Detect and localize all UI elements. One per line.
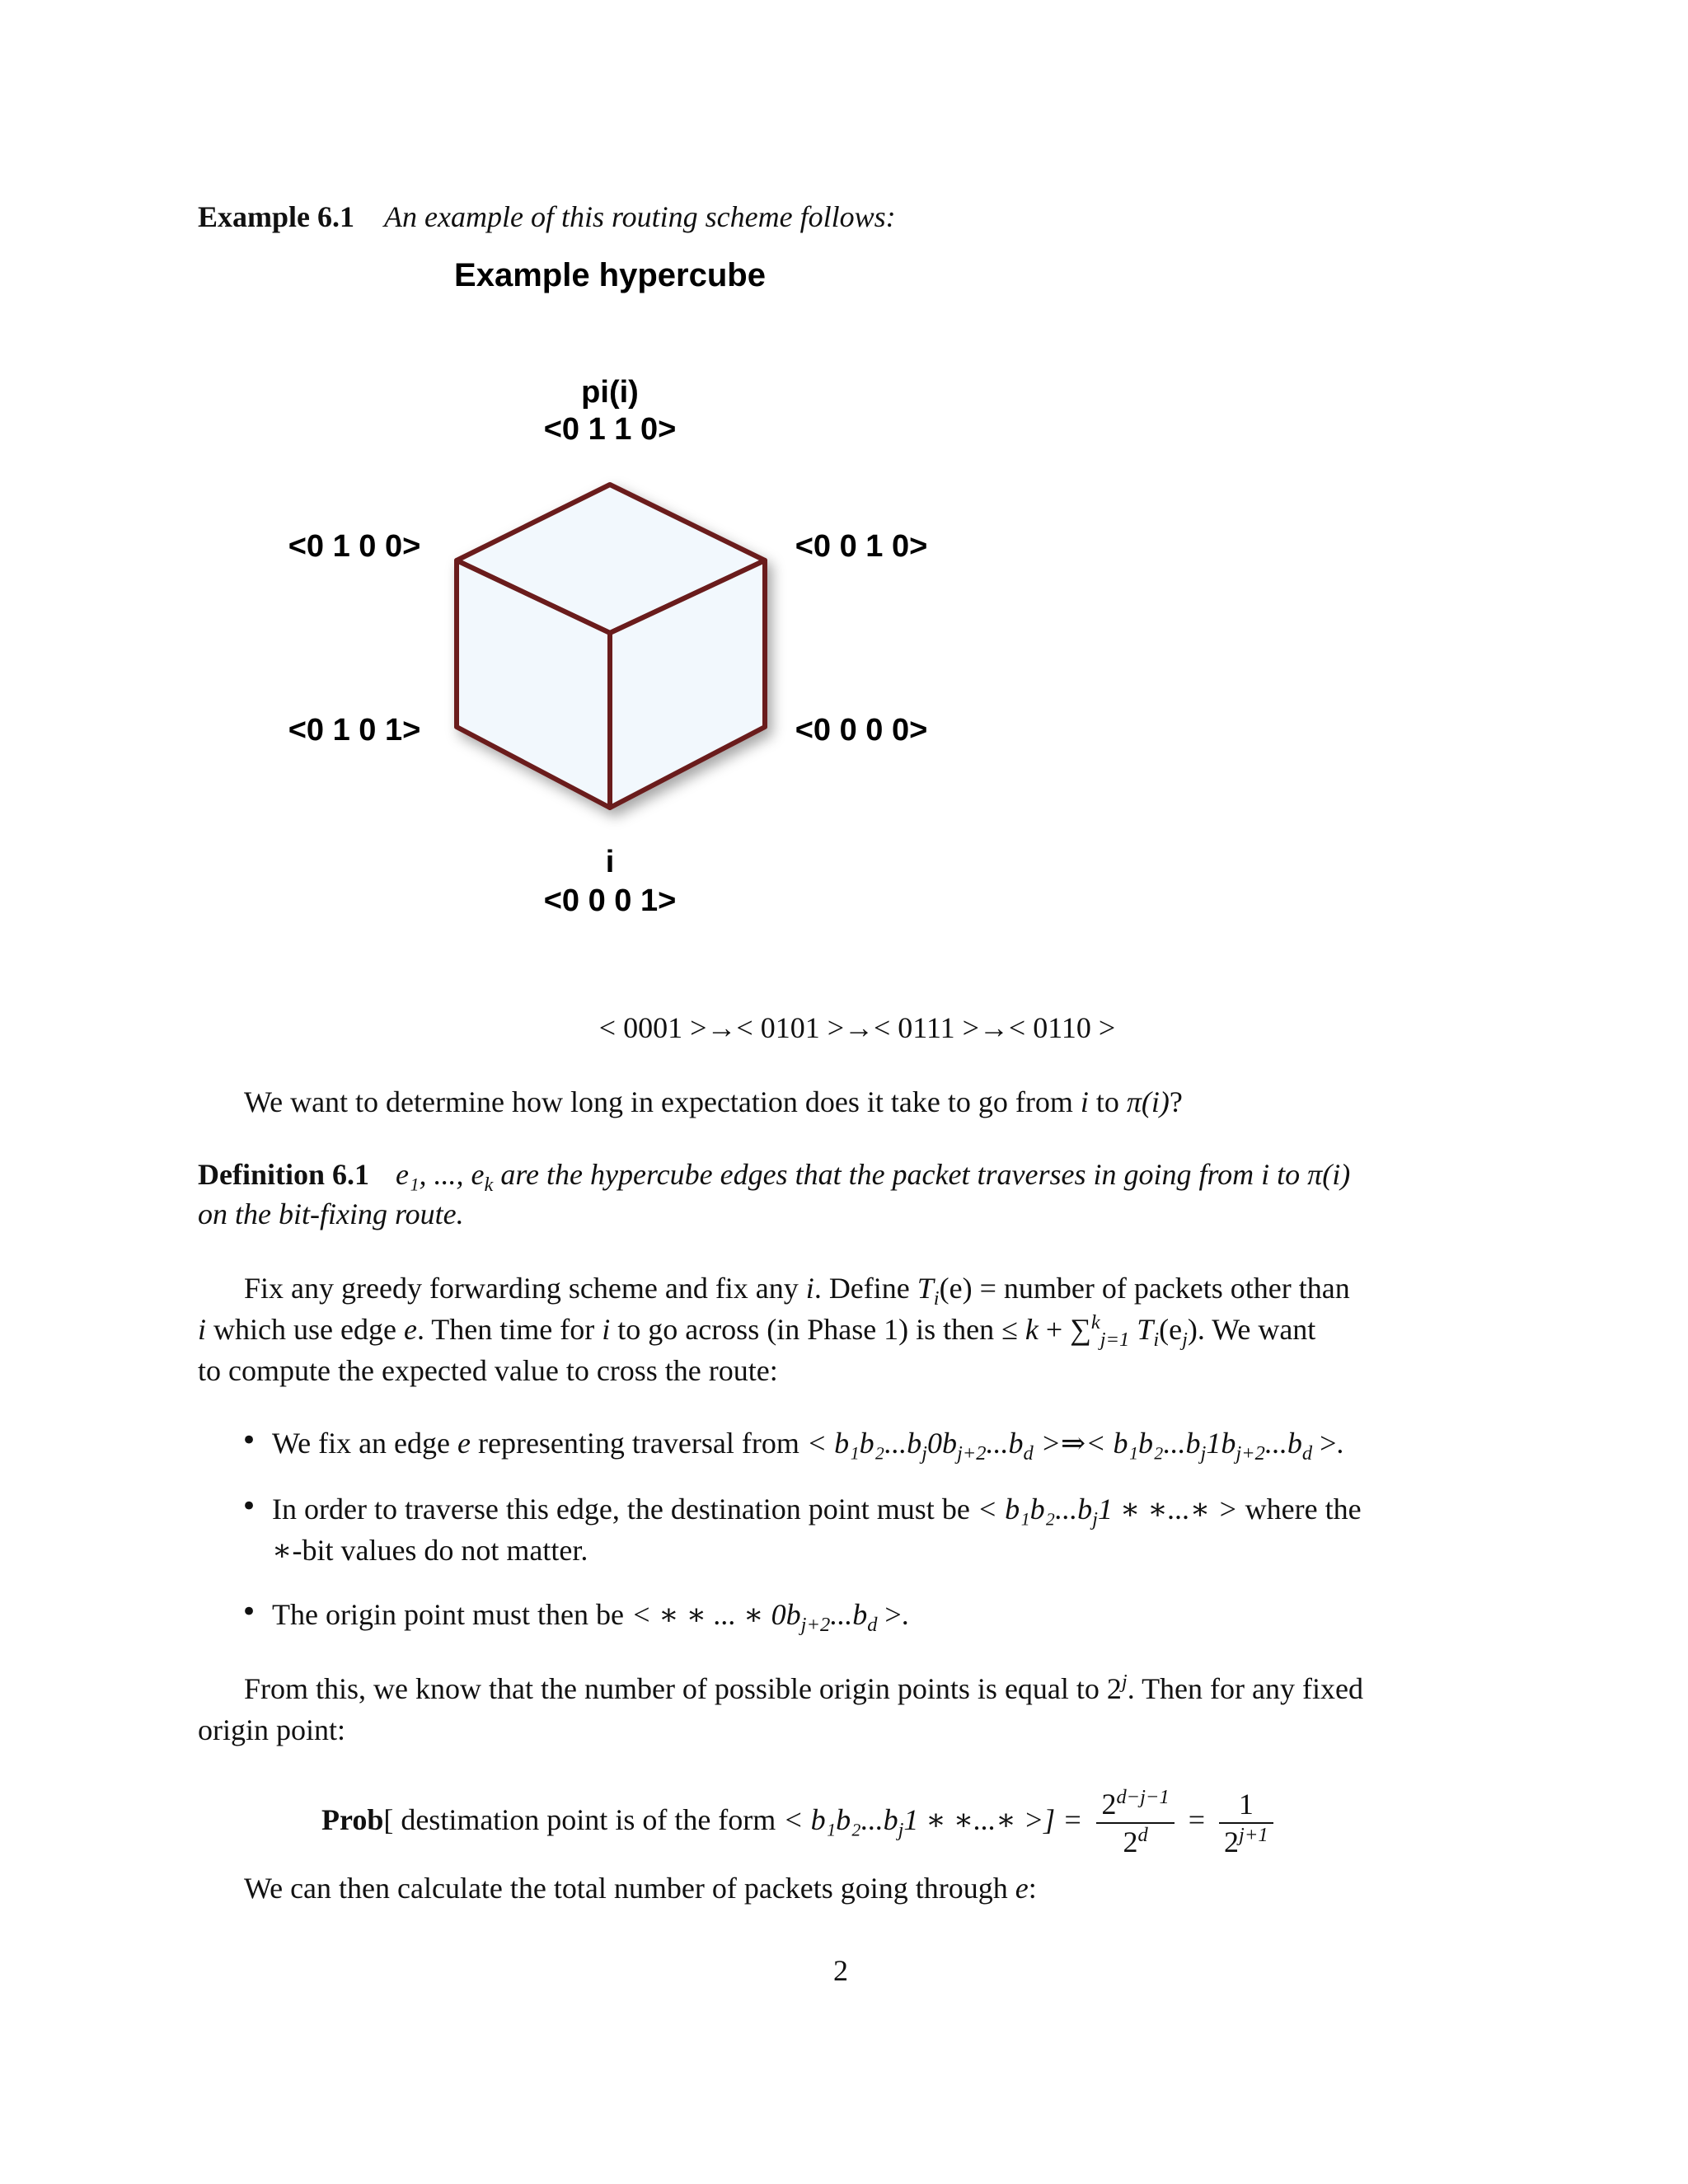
bullet-1-dot: •: [241, 1424, 258, 1457]
bullet-1: We fix an edge e representing traversal from < $b_1b_2...b_j0b_{j+2}...b_d$ >⇒< $b_1b_2...b_j1b_{j+2}...b_d$ >.: [272, 1427, 1344, 1465]
question-line: We want to determine how long in expectation does it take to go from i to π(i)?: [244, 1085, 1183, 1118]
example-label: Example 6.1: [198, 200, 355, 233]
figure-left-top-label: <0 1 0 0>: [288, 529, 421, 564]
probability-equation: Prob[ destimation point is of the form < $b_1b_2...b_j1$ ∗ ∗...∗ >] = $\frac{2^{d-j-1}}{2^d}$ = $\frac{1}{2^{j+1}}$: [321, 1779, 1280, 1861]
bullet-3: The origin point must then be < ∗ ∗ ... ∗ $0b_{j+2}...b_d$ >.: [272, 1598, 909, 1637]
figure-title: Example hypercube: [454, 257, 766, 293]
fraction-1: $\frac{2^{d-j-1}}{2^d}$: [1096, 1786, 1174, 1860]
para1-line-3: to compute the expected value to cross the route:: [198, 1354, 778, 1387]
fraction-2: $\frac{1}{2^{j+1}}$: [1219, 1786, 1273, 1860]
bullet-2-dot: •: [241, 1490, 258, 1523]
bullet-3-dot: •: [241, 1596, 258, 1629]
definition-label: Definition 6.1: [198, 1158, 370, 1191]
para3-line: We can then calculate the total number of packets going through e:: [244, 1872, 1037, 1905]
example-text: An example of this routing scheme follows:: [384, 200, 896, 233]
para1-line-2: i which use edge e. Then time for i to go across (in Phase 1) is then ≤ k + ∑$^k_{j=1}$ $T_i(e_j)$. We want: [198, 1311, 1316, 1352]
figure-right-top-label: <0 0 1 0>: [795, 529, 928, 564]
figure-left-bottom-label: <0 1 0 1>: [288, 713, 421, 748]
figure-bottom-label-1: i: [605, 845, 615, 879]
page-number: 2: [833, 1954, 848, 1987]
definition-line-2: on the bit-fixing route.: [198, 1197, 464, 1230]
para2-line-1: From this, we know that the number of possible origin points is equal to 2$^j$. Then for any fixed: [244, 1671, 1363, 1705]
figure-right-bottom-label: <0 0 0 0>: [795, 713, 928, 748]
bullet-2-line-2: ∗-bit values do not matter.: [272, 1534, 588, 1567]
figure-top-label-2: <0 1 1 0>: [543, 412, 677, 447]
bullet-2-line-1: In order to traverse this edge, the destination point must be < $b_1b_2...b_j1$ ∗ ∗...∗ > where the: [272, 1493, 1362, 1531]
para1-line-1: Fix any greedy forwarding scheme and fix any i. Define $T_i(e)$ = number of packets other than: [244, 1272, 1350, 1310]
definition-line-1: Definition 6.1 e₁, ..., $e_k$ are the hypercube edges that the packet traverses in going from i to π(i): [198, 1158, 1351, 1197]
prob-label: Prob: [321, 1803, 384, 1836]
route-sequence: < 0001 >→< 0101 >→< 0111 >→< 0110 >: [598, 1011, 1116, 1044]
figure-bottom-label-2: <0 0 0 1>: [543, 883, 677, 918]
figure-top-label-1: pi(i): [581, 375, 639, 410]
para2-line-2: origin point:: [198, 1713, 345, 1746]
